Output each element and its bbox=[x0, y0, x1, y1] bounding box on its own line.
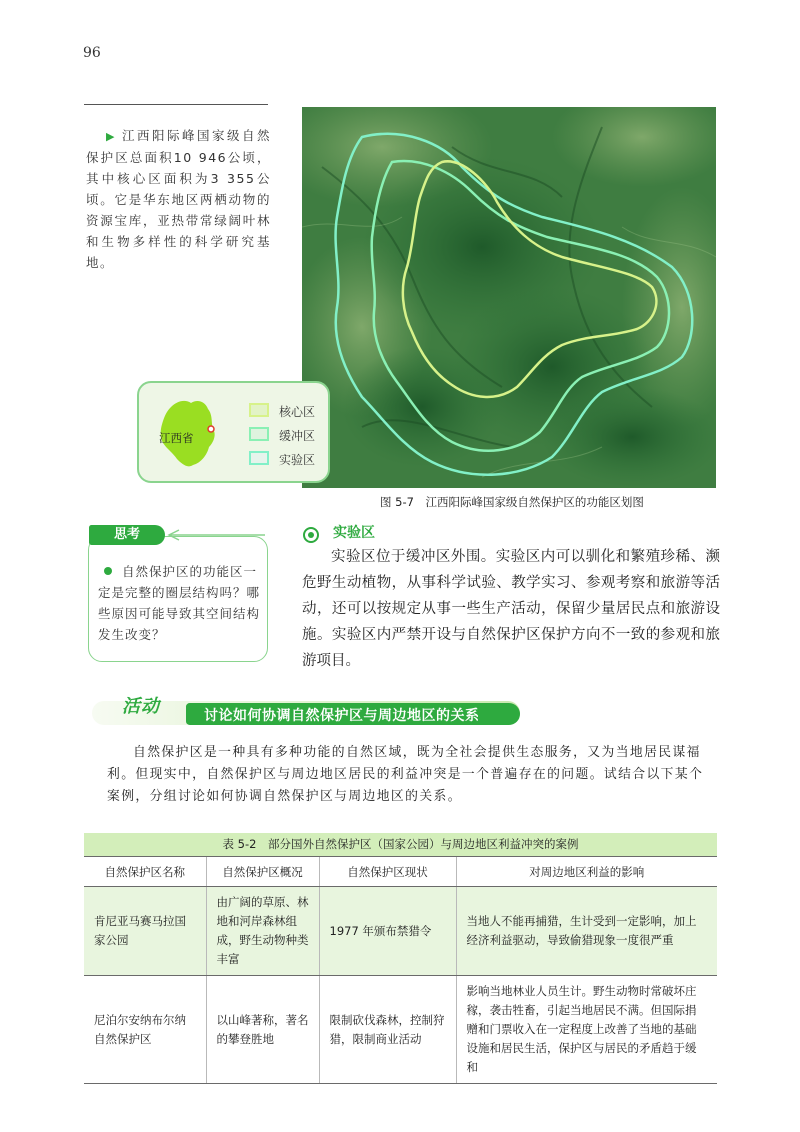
table-header-cell: 自然保护区名称 bbox=[84, 857, 206, 887]
section-paragraph: 实验区位于缓冲区外围。实验区内可以驯化和繁殖珍稀、濒危野生动植物，从事科学试验、教学实习、参观考察和旅游等活动，还可以按规定从事一些生产活动，保留少量居民点和旅游设施。实验区内严禁开设与自然保护区保护方向不一致的参观和旅游项目。 bbox=[302, 549, 720, 669]
table-header-row bbox=[84, 857, 717, 887]
triangle-bullet-icon: ▶ bbox=[106, 130, 117, 143]
map-legend bbox=[137, 381, 330, 483]
protected-area-map bbox=[302, 107, 716, 488]
table-header-cell: 自然保护区现状 bbox=[319, 857, 456, 887]
province-label: 江西省 bbox=[159, 431, 194, 445]
side-note-text: 江西阳际峰国家级自然保护区总面积10 946公顷，其中核心区面积为3 355公顷。它是华东地区两栖动物的资源宝库，亚热带常绿阔叶林和生物多样性的科学研究基地。 bbox=[86, 128, 271, 270]
legend-item-buffer: 缓冲区 bbox=[249, 427, 315, 444]
legend-swatch bbox=[249, 451, 269, 465]
table-cell: 当地人不能再捕猎，生计受到一定影响，加上经济利益驱动，导致偷猎现象一度很严重 bbox=[456, 887, 717, 976]
divider bbox=[84, 104, 268, 105]
table-header-cell: 对周边地区利益的影响 bbox=[456, 857, 717, 887]
bullet-icon bbox=[104, 567, 112, 575]
legend-item-experimental: 实验区 bbox=[249, 451, 315, 468]
think-question: 自然保护区的功能区一定是完整的圈层结构吗？哪些原因可能导致其空间结构发生改变？ bbox=[98, 564, 261, 642]
figure-caption: 图 5-7 江西阳际峰国家级自然保护区的功能区划图 bbox=[380, 495, 644, 509]
satellite-map-image bbox=[302, 107, 716, 488]
activity-title: 讨论如何协调自然保护区与周边地区的关系 bbox=[204, 708, 480, 724]
section-heading: 实验区 bbox=[333, 525, 375, 541]
table-cell: 肯尼亚马赛马拉国家公园 bbox=[84, 887, 206, 976]
arrow-left-icon bbox=[167, 528, 267, 542]
think-label: 思考 bbox=[89, 525, 165, 545]
activity-label: 活动 bbox=[122, 696, 160, 717]
table-caption: 表 5-2 部分国外自然保护区（国家公园）与周边地区利益冲突的案例 bbox=[84, 833, 717, 856]
table-cell: 限制砍伐森林，控制狩猎，限制商业活动 bbox=[319, 976, 456, 1084]
legend-item-core: 核心区 bbox=[249, 403, 315, 420]
activity-paragraph: 自然保护区是一种具有多种功能的自然区域，既为全社会提供生态服务，又为当地居民谋福利。但现实中，自然保护区与周边地区居民的利益冲突是一个普遍存在的问题。试结合以下某个案例，分组讨论如何协调自然保护区与周边地区的关系。 bbox=[107, 745, 704, 804]
table-cell: 影响当地林业人员生计。野生动物时常破坏庄稼，袭击牲畜，引起当地居民不满。但国际捐赠和门票收入在一定程度上改善了当地的基础设施和居民生活，保护区与居民的矛盾趋于缓和 bbox=[456, 976, 717, 1084]
side-note bbox=[86, 125, 271, 273]
table-cell: 尼泊尔安纳布尔纳自然保护区 bbox=[84, 976, 206, 1084]
legend-swatch bbox=[249, 427, 269, 441]
page-number: 96 bbox=[83, 45, 101, 61]
case-table-grid bbox=[84, 856, 717, 1084]
legend-swatch bbox=[249, 403, 269, 417]
case-table bbox=[84, 833, 717, 1084]
table-row bbox=[84, 887, 717, 976]
table-row bbox=[84, 976, 717, 1084]
table-cell: 由广阔的草原、林地和河岸森林组成，野生动物种类丰富 bbox=[206, 887, 319, 976]
table-cell: 1977 年颁布禁猎令 bbox=[319, 887, 456, 976]
table-cell: 以山峰著称，著名的攀登胜地 bbox=[206, 976, 319, 1084]
section-circle-icon bbox=[302, 526, 320, 544]
table-header-cell: 自然保护区概况 bbox=[206, 857, 319, 887]
